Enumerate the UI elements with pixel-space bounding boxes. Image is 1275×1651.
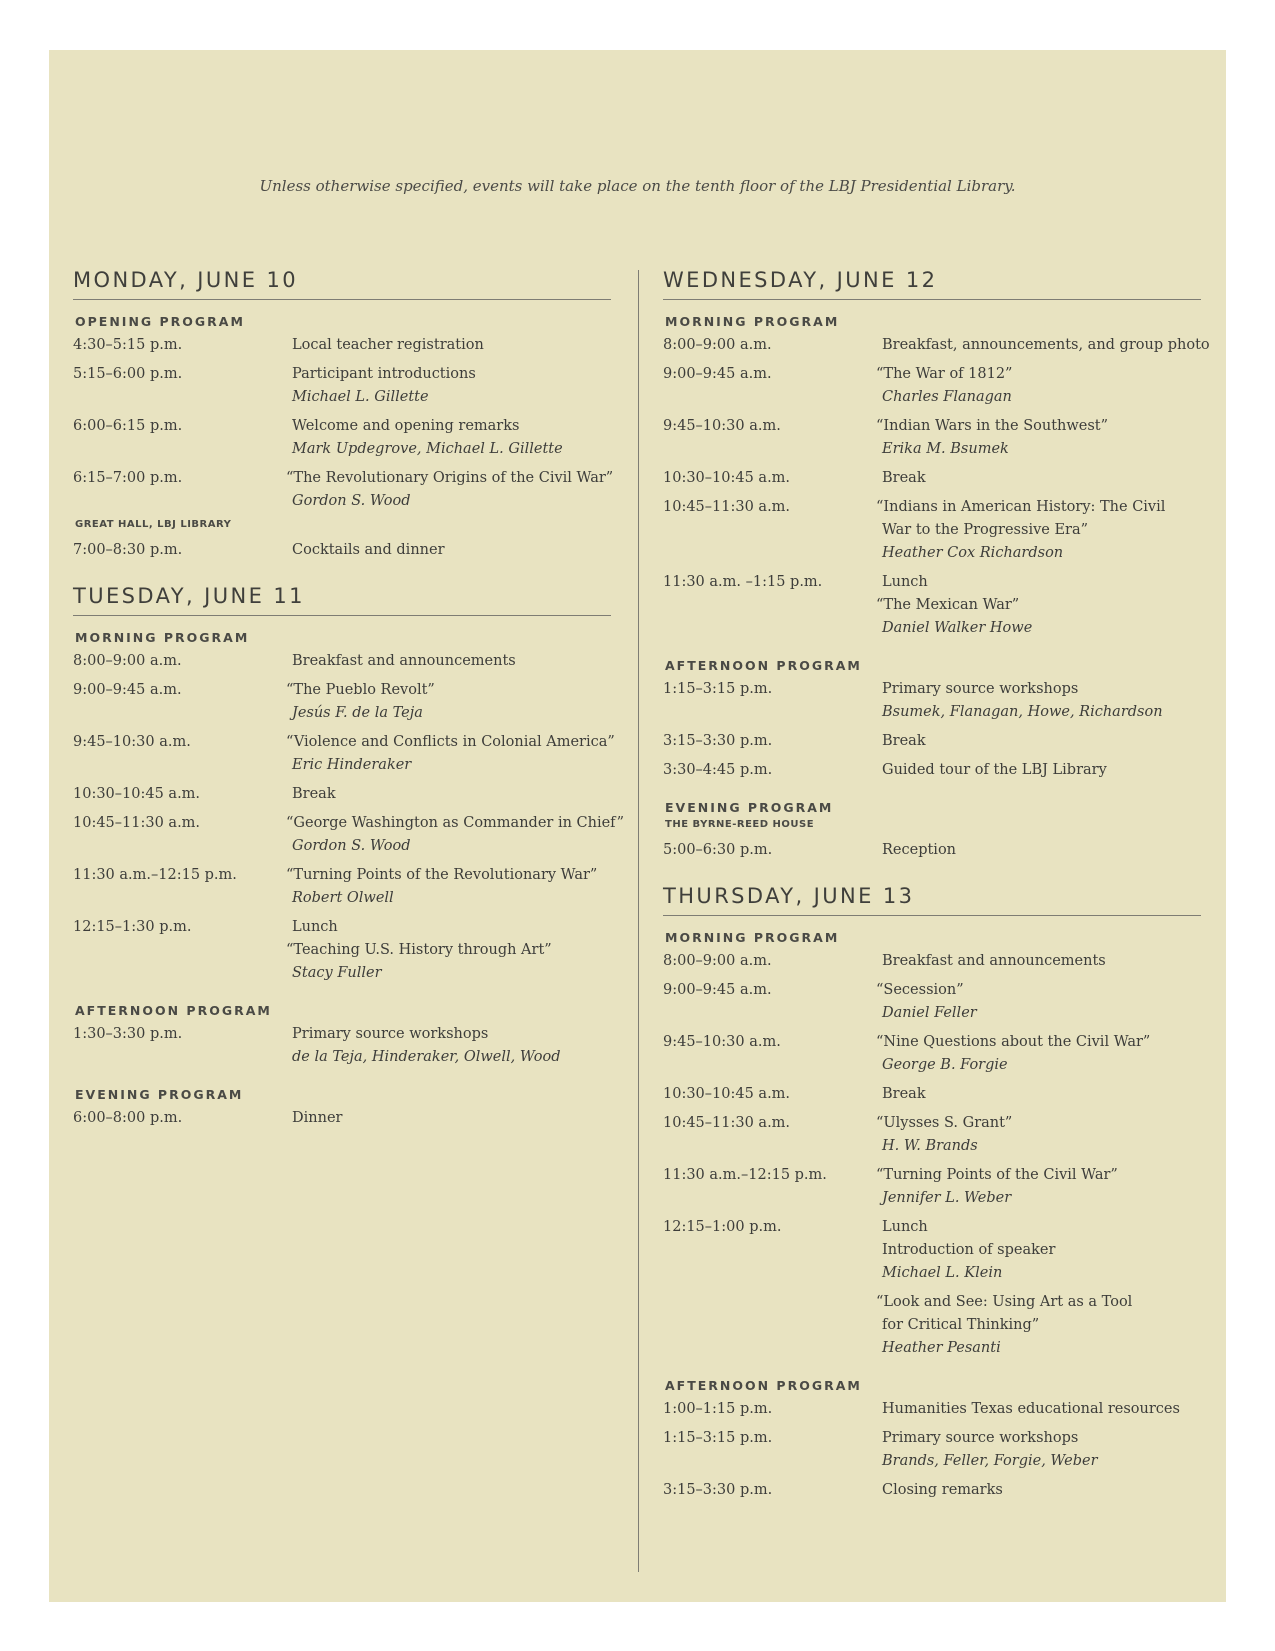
event-speaker: George B. Forgie <box>882 1057 1008 1073</box>
day-heading: TUESDAY, JUNE 11 <box>73 584 611 616</box>
event-time: 3:15–3:30 p.m. <box>663 733 773 749</box>
event-details <box>882 839 1201 862</box>
event-title: Breakfast, announcements, and group photo <box>882 337 1210 353</box>
event-details <box>882 678 1201 724</box>
schedule-row <box>73 467 614 513</box>
event-details <box>882 730 1201 753</box>
event-time: 8:00–9:00 a.m. <box>663 337 772 353</box>
schedule-row <box>663 979 1201 1025</box>
event-details <box>292 415 611 461</box>
schedule-row <box>73 415 611 461</box>
event-speaker: Brands, Feller, Forgie, Weber <box>882 1453 1098 1469</box>
event-time: 10:30–10:45 a.m. <box>73 786 201 802</box>
day-heading: THURSDAY, JUNE 13 <box>663 884 1201 916</box>
event-title: Breakfast and announcements <box>292 653 516 669</box>
event-time: 7:00–8:30 p.m. <box>73 542 183 558</box>
event-time: 1:30–3:30 p.m. <box>73 1026 183 1042</box>
event-details <box>876 496 1201 565</box>
schedule-row <box>663 496 1201 565</box>
event-details <box>292 1107 611 1130</box>
event-time: 10:45–11:30 a.m. <box>73 815 201 831</box>
column-divider <box>638 270 639 1572</box>
schedule-row <box>663 334 1210 357</box>
program-heading: EVENING PROGRAM <box>665 800 834 815</box>
schedule-row <box>73 731 615 777</box>
event-title: Guided tour of the LBJ Library <box>882 762 1107 778</box>
day-heading: WEDNESDAY, JUNE 12 <box>663 268 1201 300</box>
event-speaker: Michael L. Gillette <box>292 389 429 405</box>
event-time: 12:15–1:30 p.m. <box>73 919 192 935</box>
schedule-row <box>663 571 1201 640</box>
event-title: Local teacher registration <box>292 337 484 353</box>
event-details <box>876 571 1201 640</box>
event-time: 10:30–10:45 a.m. <box>663 470 791 486</box>
event-speaker: Eric Hinderaker <box>292 757 412 773</box>
event-details <box>882 1427 1201 1473</box>
event-title: “Violence and Conflicts in Colonial America” <box>286 734 615 750</box>
schedule-row <box>663 1479 1201 1502</box>
event-details <box>292 363 611 409</box>
event-speaker: Daniel Walker Howe <box>882 620 1033 636</box>
event-speaker: Gordon S. Wood <box>292 838 411 854</box>
schedule-row <box>663 730 1201 753</box>
event-time: 6:00–6:15 p.m. <box>73 418 183 434</box>
schedule-row <box>663 1216 1201 1285</box>
event-time: 10:45–11:30 a.m. <box>663 499 791 515</box>
event-details <box>286 731 615 777</box>
event-details <box>876 1112 1201 1158</box>
event-title: Break <box>882 1086 926 1102</box>
event-title: Breakfast and announcements <box>882 953 1106 969</box>
schedule-row <box>73 812 625 858</box>
event-title: Lunch <box>882 1219 928 1235</box>
event-title: “Turning Points of the Civil War” <box>876 1167 1118 1183</box>
event-title: “The Pueblo Revolt” <box>286 682 435 698</box>
schedule-row <box>663 1427 1201 1473</box>
event-title: “The Revolutionary Origins of the Civil War” <box>286 470 614 486</box>
schedule-row <box>73 783 611 806</box>
day-heading: MONDAY, JUNE 10 <box>73 268 611 300</box>
schedule-row <box>73 539 611 562</box>
event-details <box>876 1164 1201 1210</box>
schedule-row <box>663 467 1201 490</box>
event-time: 9:00–9:45 a.m. <box>73 682 182 698</box>
schedule-row <box>663 1291 1201 1360</box>
schedule-row <box>73 334 611 357</box>
event-details <box>882 759 1201 782</box>
event-speaker: Stacy Fuller <box>292 965 382 981</box>
event-time: 3:15–3:30 p.m. <box>663 1482 773 1498</box>
schedule-row <box>73 363 611 409</box>
event-speaker: Charles Flanagan <box>882 389 1012 405</box>
event-speaker: Heather Cox Richardson <box>882 545 1064 561</box>
event-details <box>292 1023 611 1069</box>
event-speaker: Michael L. Klein <box>882 1265 1003 1281</box>
event-speaker: Heather Pesanti <box>882 1340 1001 1356</box>
program-heading: EVENING PROGRAM <box>75 1087 244 1102</box>
event-details <box>882 950 1201 973</box>
event-title: “The Mexican War” <box>876 597 1020 613</box>
event-speaker: Bsumek, Flanagan, Howe, Richardson <box>882 704 1163 720</box>
program-heading: MORNING PROGRAM <box>665 930 840 945</box>
schedule-row <box>663 1398 1201 1421</box>
schedule-row <box>73 679 611 725</box>
event-details <box>876 363 1201 409</box>
program-heading: MORNING PROGRAM <box>75 630 250 645</box>
event-details <box>876 979 1201 1025</box>
event-details <box>882 1479 1201 1502</box>
schedule-row <box>73 864 611 910</box>
event-time: 11:30 a.m.–12:15 p.m. <box>73 867 237 883</box>
event-time: 6:15–7:00 p.m. <box>73 470 183 486</box>
event-title: Primary source workshops <box>882 1430 1079 1446</box>
event-title: Humanities Texas educational resources <box>882 1401 1180 1417</box>
event-time: 5:00–6:30 p.m. <box>663 842 773 858</box>
schedule-row <box>663 1031 1201 1077</box>
program-heading: AFTERNOON PROGRAM <box>665 1378 862 1393</box>
schedule-panel <box>49 50 1226 1602</box>
event-title: Closing remarks <box>882 1482 1003 1498</box>
schedule-row <box>73 650 611 673</box>
event-title: “George Washington as Commander in Chief” <box>286 815 625 831</box>
schedule-row <box>73 1107 611 1130</box>
event-speaker: Gordon S. Wood <box>292 493 411 509</box>
event-title: “Indians in American History: The Civil <box>876 499 1166 515</box>
location-note: Unless otherwise specified, events will take place on the tenth floor of the LBJ Presidential Library. <box>259 177 1016 195</box>
event-details <box>286 864 611 910</box>
event-time: 9:45–10:30 a.m. <box>73 734 191 750</box>
event-time: 8:00–9:00 a.m. <box>73 653 182 669</box>
event-title: Participant introductions <box>292 366 476 382</box>
event-time: 6:00–8:00 p.m. <box>73 1110 183 1126</box>
event-title: “Nine Questions about the Civil War” <box>876 1034 1151 1050</box>
event-speaker: Mark Updegrove, Michael L. Gillette <box>292 441 563 457</box>
program-heading: MORNING PROGRAM <box>665 314 840 329</box>
event-title: Break <box>882 470 926 486</box>
event-time <box>663 1291 882 1360</box>
event-details <box>882 334 1210 357</box>
event-title: Dinner <box>292 1110 343 1126</box>
event-details <box>286 467 614 513</box>
event-time: 1:15–3:15 p.m. <box>663 681 773 697</box>
event-speaker: Robert Olwell <box>292 890 394 906</box>
event-details <box>882 1398 1201 1421</box>
event-time: 10:45–11:30 a.m. <box>663 1115 791 1131</box>
event-title: “Secession” <box>876 982 964 998</box>
schedule-row <box>663 1083 1201 1106</box>
event-title: “Indian Wars in the Southwest” <box>876 418 1109 434</box>
event-details <box>292 783 611 806</box>
event-time: 10:30–10:45 a.m. <box>663 1086 791 1102</box>
event-time: 9:45–10:30 a.m. <box>663 1034 781 1050</box>
schedule-row <box>663 1164 1201 1210</box>
event-title: Break <box>882 733 926 749</box>
program-heading: AFTERNOON PROGRAM <box>75 1003 272 1018</box>
event-time: 11:30 a.m. –1:15 p.m. <box>663 574 823 590</box>
schedule-row <box>663 363 1201 409</box>
event-details <box>292 334 611 357</box>
event-speaker: de la Teja, Hinderaker, Olwell, Wood <box>292 1049 561 1065</box>
event-title: Primary source workshops <box>882 681 1079 697</box>
event-time: 11:30 a.m.–12:15 p.m. <box>663 1167 827 1183</box>
schedule-row <box>73 1023 611 1069</box>
program-heading: OPENING PROGRAM <box>75 314 245 329</box>
event-speaker: Erika M. Bsumek <box>882 441 1009 457</box>
event-title: War to the Progressive Era” <box>882 522 1089 538</box>
schedule-row <box>663 950 1201 973</box>
venue-label: GREAT HALL, LBJ LIBRARY <box>75 519 232 530</box>
event-details <box>286 812 625 858</box>
event-details <box>286 679 611 725</box>
event-details <box>876 1031 1201 1077</box>
event-time: 8:00–9:00 a.m. <box>663 953 772 969</box>
event-speaker: Jennifer L. Weber <box>882 1190 1012 1206</box>
event-title: Break <box>292 786 336 802</box>
event-time: 1:15–3:15 p.m. <box>663 1430 773 1446</box>
left-column <box>73 268 625 1136</box>
event-details <box>882 1083 1201 1106</box>
event-details <box>292 650 611 673</box>
event-title: “Teaching U.S. History through Art” <box>286 942 552 958</box>
event-title: “Look and See: Using Art as a Tool <box>876 1294 1133 1310</box>
event-details <box>882 1216 1201 1285</box>
event-title: “Turning Points of the Revolutionary War” <box>286 867 598 883</box>
event-time: 4:30–5:15 p.m. <box>73 337 183 353</box>
schedule-row <box>663 1112 1201 1158</box>
event-time: 9:00–9:45 a.m. <box>663 982 772 998</box>
event-time: 3:30–4:45 p.m. <box>663 762 773 778</box>
right-column <box>663 268 1210 1508</box>
event-details <box>286 916 611 985</box>
program-heading: AFTERNOON PROGRAM <box>665 658 862 673</box>
event-speaker: Daniel Feller <box>882 1005 977 1021</box>
schedule-row <box>663 678 1201 724</box>
event-title: “Ulysses S. Grant” <box>876 1115 1013 1131</box>
event-speaker: H. W. Brands <box>882 1138 978 1154</box>
schedule-row <box>73 916 611 985</box>
event-time: 9:00–9:45 a.m. <box>663 366 772 382</box>
schedule-row <box>663 759 1201 782</box>
event-details <box>876 1291 1201 1360</box>
event-time: 1:00–1:15 p.m. <box>663 1401 773 1417</box>
event-time: 9:45–10:30 a.m. <box>663 418 781 434</box>
event-title: “The War of 1812” <box>876 366 1013 382</box>
event-title: Lunch <box>882 574 928 590</box>
event-details <box>876 415 1201 461</box>
schedule-row <box>663 839 1201 862</box>
event-speaker: Jesús F. de la Teja <box>292 705 423 721</box>
event-title: Lunch <box>292 919 338 935</box>
event-title: for Critical Thinking” <box>882 1317 1040 1333</box>
schedule-row <box>663 415 1201 461</box>
event-title: Cocktails and dinner <box>292 542 445 558</box>
event-details <box>292 539 611 562</box>
event-title: Introduction of speaker <box>882 1242 1056 1258</box>
event-details <box>882 467 1201 490</box>
event-time: 12:15–1:00 p.m. <box>663 1219 782 1235</box>
venue-label: THE BYRNE-REED HOUSE <box>665 819 815 830</box>
event-time: 5:15–6:00 p.m. <box>73 366 183 382</box>
event-title: Primary source workshops <box>292 1026 489 1042</box>
event-title: Reception <box>882 842 957 858</box>
event-title: Welcome and opening remarks <box>292 418 520 434</box>
